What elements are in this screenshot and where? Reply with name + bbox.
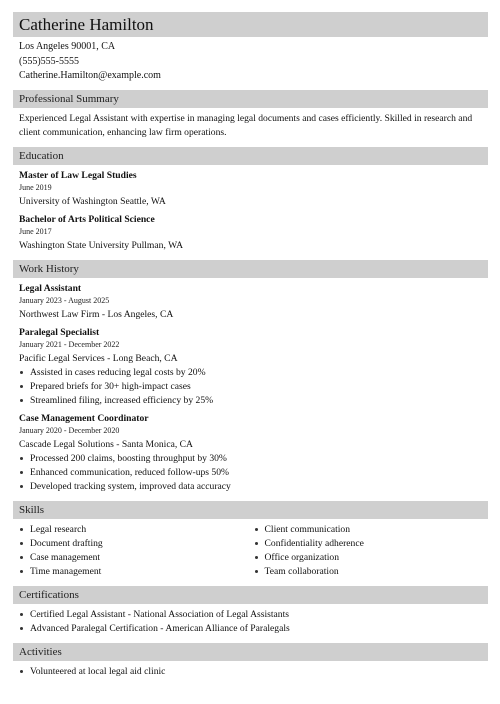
job-dates: January 2020 - December 2020 <box>19 425 120 435</box>
skills-column-left <box>19 523 254 579</box>
work-list <box>13 282 488 494</box>
job-company: Cascade Legal Solutions - Santa Monica, CA <box>19 438 193 450</box>
skill-item: Legal research <box>19 523 254 537</box>
graduation-date: June 2017 <box>19 226 52 236</box>
certifications-list <box>13 608 488 636</box>
job-bullet: Enhanced communication, reduced follow-ups 50% <box>19 466 488 480</box>
section-header-activities: Activities <box>13 643 488 661</box>
school-name: University of Washington Seattle, WA <box>19 195 166 207</box>
skill-item: Time management <box>19 565 254 579</box>
section-header-summary: Professional Summary <box>13 90 488 108</box>
education-item <box>19 169 488 209</box>
job-bullet: Processed 200 claims, boosting throughput by 30% <box>19 452 488 466</box>
job-title: Legal Assistant <box>19 282 82 294</box>
contact-phone: (555)555-5555 <box>19 55 79 67</box>
contact-email: Catherine.Hamilton@example.com <box>19 70 161 81</box>
section-header-skills: Skills <box>13 501 488 519</box>
job-item <box>19 326 488 408</box>
skills-list <box>13 523 488 579</box>
job-bullets <box>19 366 488 408</box>
school-name: Washington State University Pullman, WA <box>19 239 183 251</box>
activity-item: Volunteered at local legal aid clinic <box>19 665 488 679</box>
skill-item: Team collaboration <box>254 565 489 579</box>
contact-block <box>13 40 488 84</box>
job-company: Pacific Legal Services - Long Beach, CA <box>19 352 178 364</box>
skills-column-right <box>254 523 489 579</box>
summary-text: Experienced Legal Assistant with expertise in managing legal documents and cases efficiently. Skilled in research and client communication, enhancing law firm operations. <box>19 112 473 138</box>
graduation-date: June 2019 <box>19 182 52 192</box>
job-bullet: Developed tracking system, improved data accuracy <box>19 480 488 494</box>
degree-title: Bachelor of Arts Political Science <box>19 213 155 225</box>
certification-item: Certified Legal Assistant - National Association of Legal Assistants <box>19 608 488 622</box>
skill-item: Document drafting <box>19 537 254 551</box>
education-item <box>19 213 488 253</box>
skill-item: Confidentiality adherence <box>254 537 489 551</box>
job-bullets <box>19 452 488 494</box>
section-header-education: Education <box>13 147 488 165</box>
job-bullet: Streamlined filing, increased efficiency by 25% <box>19 394 488 408</box>
job-dates: January 2023 - August 2025 <box>19 295 110 305</box>
job-title: Case Management Coordinator <box>19 412 149 424</box>
job-item <box>19 282 488 322</box>
certification-item: Advanced Paralegal Certification - American Alliance of Paralegals <box>19 622 488 636</box>
education-list <box>13 169 488 253</box>
contact-address: Los Angeles 90001, CA <box>19 41 116 52</box>
job-bullet: Prepared briefs for 30+ high-impact cases <box>19 380 488 394</box>
job-title: Paralegal Specialist <box>19 326 100 338</box>
job-company: Northwest Law Firm - Los Angeles, CA <box>19 308 174 320</box>
skill-item: Client communication <box>254 523 489 537</box>
resume-page <box>13 12 488 679</box>
skill-item: Office organization <box>254 551 489 565</box>
section-header-certifications: Certifications <box>13 586 488 604</box>
activities-list <box>13 665 488 679</box>
name-header: Catherine Hamilton <box>13 12 488 37</box>
skill-item: Case management <box>19 551 254 565</box>
job-dates: January 2021 - December 2022 <box>19 339 120 349</box>
job-item <box>19 412 488 494</box>
job-bullet: Assisted in cases reducing legal costs by 20% <box>19 366 488 380</box>
degree-title: Master of Law Legal Studies <box>19 169 137 181</box>
section-header-work: Work History <box>13 260 488 278</box>
